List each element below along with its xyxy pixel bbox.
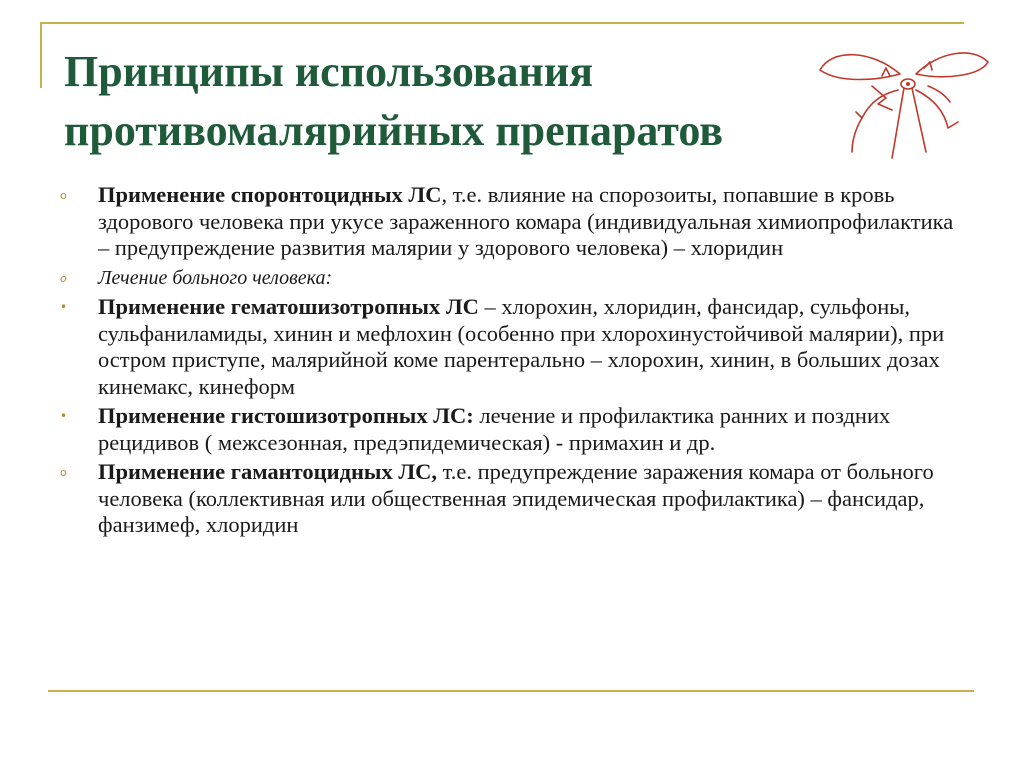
item-lead: Применение гематошизотропных ЛС — [98, 294, 479, 319]
bullet-marker: o — [60, 271, 67, 285]
frame-top-line — [40, 22, 964, 24]
bullet-list — [60, 182, 960, 539]
item-lead: Применение спорoнтоцидных ЛС — [98, 182, 442, 207]
item-text: т.е. предупреждение заражения комара от больного человека (коллективная или общественная эпидемическая профилактика) – фансидар, фанзимеф, хлоридин — [98, 459, 934, 537]
list-item — [60, 265, 960, 292]
frame-left-line — [40, 22, 42, 88]
frame-bottom-line — [48, 690, 974, 692]
bullet-marker: o — [60, 466, 67, 479]
bullet-marker: o — [60, 189, 67, 202]
item-lead: Применение гистошизотропных ЛС: — [98, 403, 474, 428]
item-text: , т.е. влияние на спорозоиты, попавшие в кровь здорового человека при укусе зараженного комара (индивидуальная химиопрофилактика – предупреждение развития малярии у здорового человека) – хлоридин — [98, 182, 954, 260]
list-item — [60, 294, 960, 400]
mosquito-icon — [812, 40, 992, 162]
slide-title — [64, 42, 820, 160]
item-text: Лечение больного человека: — [98, 266, 333, 289]
item-text: лечение и профилактика ранних и поздних рецидивов ( межсезонная, предэпидемическая) - примахин и др. — [98, 403, 891, 455]
item-text: – хлорохин, хлоридин, фансидар, сульфоны, сульфаниламиды, хинин и мефлохин (особенно при хлорохинустойчивой малярии), при остром приступе, малярийной коме парентерально – хлорохин, хинин, в больших дозах кинемакс, кинеформ — [98, 294, 945, 399]
bullet-marker: • — [60, 300, 68, 314]
list-item — [60, 459, 960, 539]
list-item — [60, 182, 960, 262]
item-lead: Применение гамантоцидных ЛС, — [98, 459, 437, 484]
title-line-2: противомалярийных препаратов — [64, 106, 723, 155]
list-item — [60, 403, 960, 456]
bullet-marker: • — [60, 409, 68, 423]
title-line-1: Принципы использования — [64, 47, 594, 96]
